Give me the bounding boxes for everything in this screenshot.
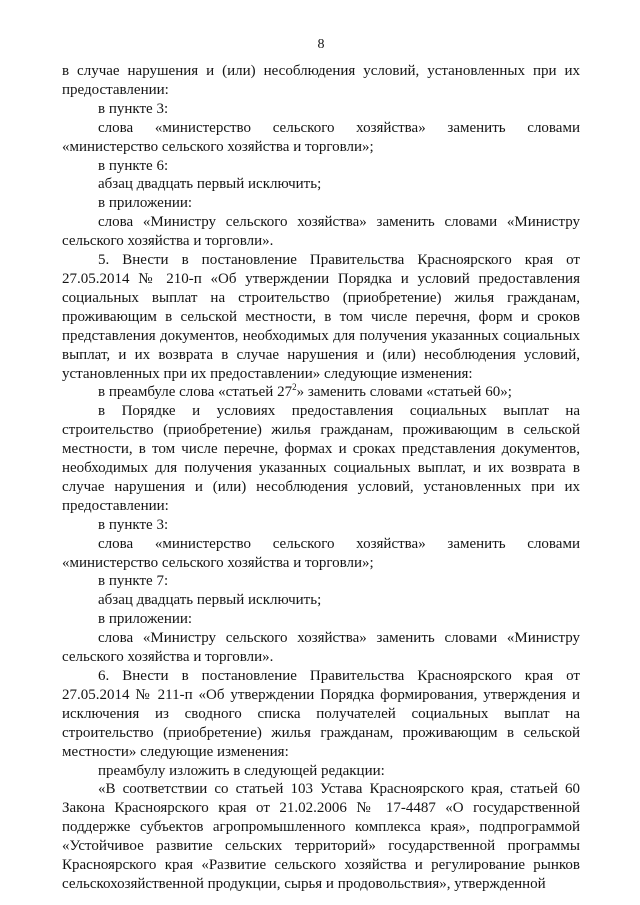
paragraph-text: слова «Министру сельского хозяйства» заменить словами «Министру сельского хозяйства и торговли». (62, 214, 580, 250)
paragraph-text: в пункте 3: (98, 516, 169, 533)
paragraph (62, 667, 580, 762)
paragraph-text: абзац двадцать первый исключить; (98, 592, 322, 609)
paragraph-text: в приложении: (98, 611, 193, 628)
paragraph-text: в Порядке и условиях предоставления социальных выплат на строительство (приобретение) жилья гражданам, проживающим в сельской местности, в том числе перечне, формах и сроках представления документов, необходимых для получения указанных социальных выплат, и их возврата в случае нарушения и (или) несоблюдения условий, установленных при их предоставлении: (62, 403, 580, 514)
paragraph (62, 572, 580, 591)
paragraph-text: слова «Министру сельского хозяйства» заменить словами «Министру сельского хозяйства и торговли». (62, 630, 580, 666)
paragraph (62, 629, 580, 667)
paragraph-text: в пункте 3: (98, 100, 169, 117)
paragraph-text: «В соответствии со статьей 103 Устава Красноярского края, статьей 60 Закона Красноярского края от 21.02.2006 № 17-4487 «О государственной поддержке субъектов агропромышленного комплекса края», подпрограммой «Устойчивое развитие сельских территорий» государственной программы Красноярского края «Развитие сельского хозяйства и регулирование рынков сельскохозяйственной продукции, сырья и продовольствия», утвержденной (62, 781, 580, 892)
document-body (62, 62, 580, 894)
paragraph (62, 119, 580, 157)
paragraph-text: абзац двадцать первый исключить; (98, 176, 322, 193)
superscript: 2 (292, 382, 297, 393)
paragraph-text: слова «министерство сельского хозяйства» заменить словами «министерство сельского хозяйства и торговли»; (62, 535, 580, 571)
paragraph-text: в пункте 7: (98, 573, 169, 590)
paragraph (62, 762, 580, 781)
paragraph (62, 516, 580, 535)
paragraph-text: преамбулу изложить в следующей редакции: (98, 762, 385, 779)
paragraph (62, 535, 580, 573)
paragraph (62, 610, 580, 629)
paragraph (62, 780, 580, 893)
paragraph (62, 251, 580, 383)
paragraph-text: в приложении: (98, 195, 193, 212)
paragraph (62, 402, 580, 515)
paragraph (62, 213, 580, 251)
page-number: 8 (317, 37, 325, 52)
paragraph-text-continued: » заменить словами «статьей 60»; (296, 384, 512, 401)
paragraph-text: 6. Внести в постановление Правительства Красноярского края от 27.05.2014 № 211-п «Об утверждении Порядка формирования, утверждения и исключения из сводного списка получателей социальных выплат на строительство (приобретение) жилья гражданам, проживающим в сельской местности» следующие изменения: (62, 668, 580, 760)
paragraph-text: слова «министерство сельского хозяйства» заменить словами «министерство сельского хозяйства и торговли»; (62, 119, 580, 155)
paragraph-text: 5. Внести в постановление Правительства Красноярского края от 27.05.2014 № 210-п «Об утверждении Порядка и условий предоставления социальных выплат на строительство (приобретение) жилья гражданам, проживающим в сельской местности, в том числе перечня, форм и сроков представления документов, необходимых для получения указанных социальных выплат, и их возврата в случае нарушения и (или) несоблюдения условий, установленных при их предоставлении» следующие изменения: (62, 252, 580, 382)
paragraph (62, 62, 580, 100)
paragraph (62, 383, 580, 402)
paragraph-text: в пункте 6: (98, 157, 169, 174)
paragraph (62, 175, 580, 194)
paragraph (62, 194, 580, 213)
paragraph-text: в преамбуле слова «статьей 27 (98, 384, 293, 401)
paragraph (62, 157, 580, 176)
paragraph-text: в случае нарушения и (или) несоблюдения условий, установленных при их предоставлении: (62, 63, 580, 98)
paragraph (62, 591, 580, 610)
paragraph (62, 100, 580, 119)
